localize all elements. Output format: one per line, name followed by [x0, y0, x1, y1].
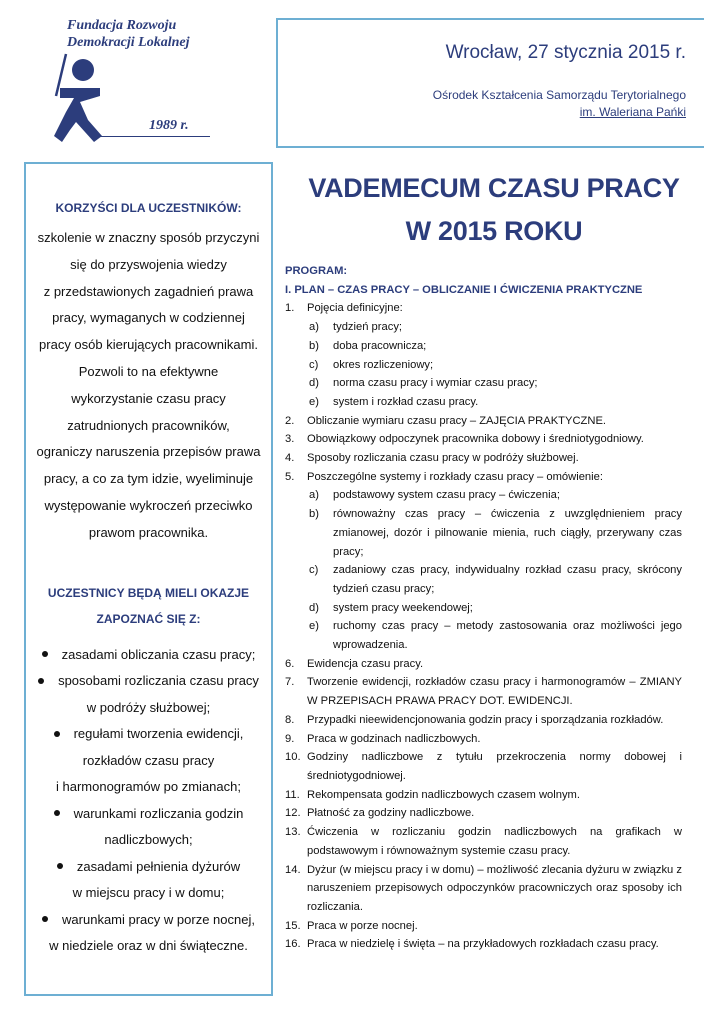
- benefits-line: szkolenie w znaczny sposób przyczyni: [37, 230, 260, 245]
- program-subitem-text: system pracy weekendowej;: [333, 601, 473, 614]
- program-item-text: Praca w godzinach nadliczbowych.: [307, 732, 481, 745]
- benefits-heading: KORZYŚCI DLA UCZESTNIKÓW:: [55, 201, 242, 215]
- program-item-text: Płatność za godziny nadliczbowe.: [307, 807, 475, 820]
- program-subitem-text: podstawowy system czasu pracy – ćwiczenia;: [333, 489, 560, 502]
- list-item-text: [26, 642, 271, 669]
- program-item: [285, 673, 682, 710]
- program-item: [285, 935, 682, 954]
- list-item-text: [26, 801, 271, 828]
- list-item-text: [26, 907, 271, 934]
- program-subitem-text: tydzień pracy;: [333, 321, 403, 334]
- benefits-line: wykorzystanie czasu pracy: [71, 390, 226, 406]
- list-item: [26, 642, 271, 669]
- program-item-number: 9.: [285, 732, 295, 745]
- list-item-text: w podróży służbowej;: [86, 699, 211, 715]
- program-item: [285, 786, 682, 805]
- program-item: [285, 861, 682, 917]
- benefits-line: Pozwoli to na efektywne: [78, 363, 219, 379]
- program-subitem-text: doba pracownicza;: [333, 339, 427, 352]
- program-subitem-letter: a): [309, 321, 319, 334]
- program-item-number: 4.: [285, 452, 295, 465]
- bullet-icon: [42, 916, 48, 922]
- benefits-text: [30, 225, 267, 547]
- program-list: [285, 299, 682, 954]
- bullet-icon: [42, 651, 48, 657]
- list-item-label: regułami tworzenia ewidencji,: [73, 726, 244, 742]
- program-subitem: [285, 561, 682, 598]
- opportunity-list: [26, 642, 271, 960]
- list-item-label: warunkami rozliczania godzin: [73, 805, 244, 821]
- list-item: [26, 721, 271, 801]
- program-item-number: 5.: [285, 470, 295, 483]
- program-item-text: Obowiązkowy odpoczynek pracownika dobowy i średniotygodniowy.: [307, 433, 644, 446]
- benefits-line: pracy osób kierujących pracownikami.: [39, 337, 258, 353]
- benefits-line: prawom pracownika.: [88, 524, 209, 540]
- program-subitem-letter: e): [309, 620, 319, 633]
- list-item-text: [26, 854, 271, 881]
- benefits-line: się do przyswojenia wiedzy: [70, 256, 227, 272]
- logo-year: 1989 r.: [149, 118, 189, 133]
- program-subitem: [285, 318, 682, 337]
- program-item-text: Ewidencja czasu pracy.: [307, 657, 424, 670]
- running-figure-icon: [50, 50, 110, 146]
- program-subitem-letter: c): [309, 358, 319, 371]
- program-subitem-text: zadaniowy czas pracy, indywidualny rozkład czasu pracy, skrócony tydzień czasu pracy;: [333, 564, 682, 595]
- program-subitem: [285, 486, 682, 505]
- document-title: VADEMECUM CZASU PRACY W 2015 ROKU: [308, 173, 680, 246]
- program-item-number: 8.: [285, 713, 295, 726]
- program-subitem-text: okres rozliczeniowy;: [333, 358, 434, 371]
- program-item-text: Poszczególne systemy i rozkłady czasu pracy – omówienie:: [307, 470, 603, 483]
- program-subitem: [285, 374, 682, 393]
- program-item-text: Ćwiczenia w rozliczaniu godzin nadliczbowych na grafikach w podstawowym i równoważnym systemie czasu pracy.: [307, 826, 682, 857]
- list-item-text: [26, 721, 271, 748]
- program-subitem-letter: e): [309, 395, 319, 408]
- program-subitem-text: system i rozkład czasu pracy.: [333, 395, 479, 408]
- program-item-text: Tworzenie ewidencji, rozkładów czasu pracy i harmonogramów – ZMIANY W PRZEPISACH PRAWA PRACY DOT. EWIDENCJI.: [307, 676, 682, 708]
- bullet-icon: [54, 731, 60, 737]
- bullet-icon: [54, 810, 60, 816]
- program-section-title: I. PLAN – CZAS PRACY – OBLICZANIE I ĆWICZENIA PRAKTYCZNE: [285, 283, 643, 296]
- program-item-text: Przypadki nieewidencjonowania godzin pracy i sporządzania rozkładów.: [307, 713, 664, 726]
- benefits-sidebar: [24, 162, 273, 996]
- program-subitem: [285, 356, 682, 375]
- program-subitem-letter: b): [309, 339, 319, 352]
- program-item-number: 13.: [285, 826, 301, 839]
- program-item-text: Dyżur (w miejscu pracy i w domu) – możliwość zlecania dyżuru w związku z naruszeniem przepisowych odpoczynków pracowniczych oraz sposoby ich rozliczania.: [307, 863, 682, 913]
- program-item-number: 10.: [285, 751, 301, 764]
- list-item-label: sposobami rozliczania czasu pracy: [58, 673, 259, 689]
- program-item: [285, 730, 682, 749]
- program-subitem-text: ruchomy czas pracy – metody zastosowania oraz możliwości jego wprowadzenia.: [333, 620, 682, 652]
- list-item-text: [26, 668, 271, 695]
- logo-underline: [95, 136, 210, 137]
- program-item: [285, 917, 682, 936]
- list-item-text: i harmonogramów po zmianach;: [56, 779, 241, 795]
- program-subitem-letter: c): [309, 564, 319, 577]
- program-item: [285, 823, 682, 860]
- program-heading: PROGRAM:: [285, 265, 348, 277]
- list-item: [26, 668, 271, 721]
- program-item-number: 16.: [285, 938, 301, 951]
- program-subitem: [285, 393, 682, 412]
- program-subitem: [285, 505, 682, 561]
- program-subitem-letter: a): [309, 489, 319, 502]
- program-item: [285, 655, 682, 674]
- logo-name: Fundacja Rozwoju Demokracji Lokalnej: [67, 18, 190, 50]
- program-item-number: 7.: [285, 676, 295, 689]
- list-item-text: rozkładów czasu pracy: [82, 752, 215, 768]
- list-item-label: zasadami obliczania czasu pracy;: [61, 646, 256, 662]
- benefits-line: występowanie wykroczeń przeciwko: [44, 497, 253, 513]
- list-item-text: w niedziele oraz w dni świąteczne.: [49, 938, 248, 954]
- benefits-line: z przedstawionych zagadnień prawa: [43, 283, 254, 299]
- program-item-number: 14.: [285, 863, 301, 876]
- program-subitem-letter: d): [309, 377, 319, 390]
- list-item-label: warunkami pracy w porze nocnej,: [62, 911, 255, 927]
- program-subitem-text: równoważny czas pracy – ćwiczenia z uwzględnieniem pracy zmianowej, dozór i pilnowanie mienia, ruch ciągły, przerywany czas pracy;: [333, 508, 682, 558]
- program-item-number: 6.: [285, 657, 295, 670]
- list-item: [26, 907, 271, 960]
- benefits-line: ograniczy naruszenia przepisów prawa: [36, 444, 261, 460]
- program-subitem-text: norma czasu pracy i wymiar czasu pracy;: [333, 377, 538, 390]
- benefits-line: pracy, wymaganych w codziennej: [52, 310, 245, 326]
- program-section: [285, 262, 682, 954]
- header-frame: [276, 18, 704, 148]
- program-item-text: Pojęcia definicyjne:: [307, 302, 403, 315]
- list-item-text: nadliczbowych;: [104, 832, 193, 848]
- program-item-number: 2.: [285, 414, 295, 427]
- program-item-number: 12.: [285, 807, 301, 820]
- program-item: [285, 412, 682, 431]
- program-subitem: [285, 337, 682, 356]
- foundation-logo: [50, 14, 220, 140]
- program-item-text: Rekompensata godzin nadliczbowych czasem wolnym.: [307, 788, 580, 801]
- program-item: [285, 711, 682, 730]
- list-item-label: zasadami pełnienia dyżurów: [76, 858, 241, 874]
- organizer: Ośrodek Kształcenia Samorządu Terytorialnego im. Waleriana Pańki: [432, 88, 686, 119]
- program-item-text: Godziny nadliczbowe z tytułu przekroczenia normy dobowej i średniotygodniowej.: [307, 751, 682, 782]
- program-subitem: [285, 617, 682, 654]
- benefits-line: pracy, a co za tym idzie, wyeliminuje: [43, 471, 254, 487]
- benefits-line: zatrudnionych pracowników,: [67, 417, 230, 433]
- program-item-number: 3.: [285, 433, 295, 446]
- program-subitem: [285, 599, 682, 618]
- program-subitem-letter: b): [309, 508, 319, 521]
- program-item: [285, 468, 682, 487]
- program-item: [285, 449, 682, 468]
- document-date: Wrocław, 27 stycznia 2015 r.: [445, 42, 686, 63]
- program-item-text: Obliczanie wymiaru czasu pracy – ZAJĘCIA PRAKTYCZNE.: [307, 414, 607, 427]
- program-item: [285, 299, 682, 318]
- program-item-text: Praca w niedzielę i święta – na przykładowych rozkładach czasu pracy.: [307, 938, 659, 951]
- program-item: [285, 748, 682, 785]
- program-item: [285, 804, 682, 823]
- list-item: [26, 854, 271, 907]
- bullet-icon: [57, 863, 63, 869]
- program-subitem-letter: d): [309, 601, 319, 614]
- bullet-icon: [38, 678, 44, 684]
- opportunity-heading: UCZESTNICY BĘDĄ MIELI OKAZJE ZAPOZNAĆ SIĘ Z:: [47, 585, 250, 626]
- program-item-text: Praca w porze nocnej.: [307, 919, 418, 932]
- program-item-text: Sposoby rozliczania czasu pracy w podróży służbowej.: [307, 452, 579, 465]
- program-item-number: 15.: [285, 919, 301, 932]
- list-item-text: w miejscu pracy i w domu;: [72, 885, 225, 901]
- program-item-number: 11.: [285, 788, 300, 801]
- list-item: [26, 801, 271, 854]
- program-item-number: 1.: [285, 302, 295, 315]
- program-item: [285, 430, 682, 449]
